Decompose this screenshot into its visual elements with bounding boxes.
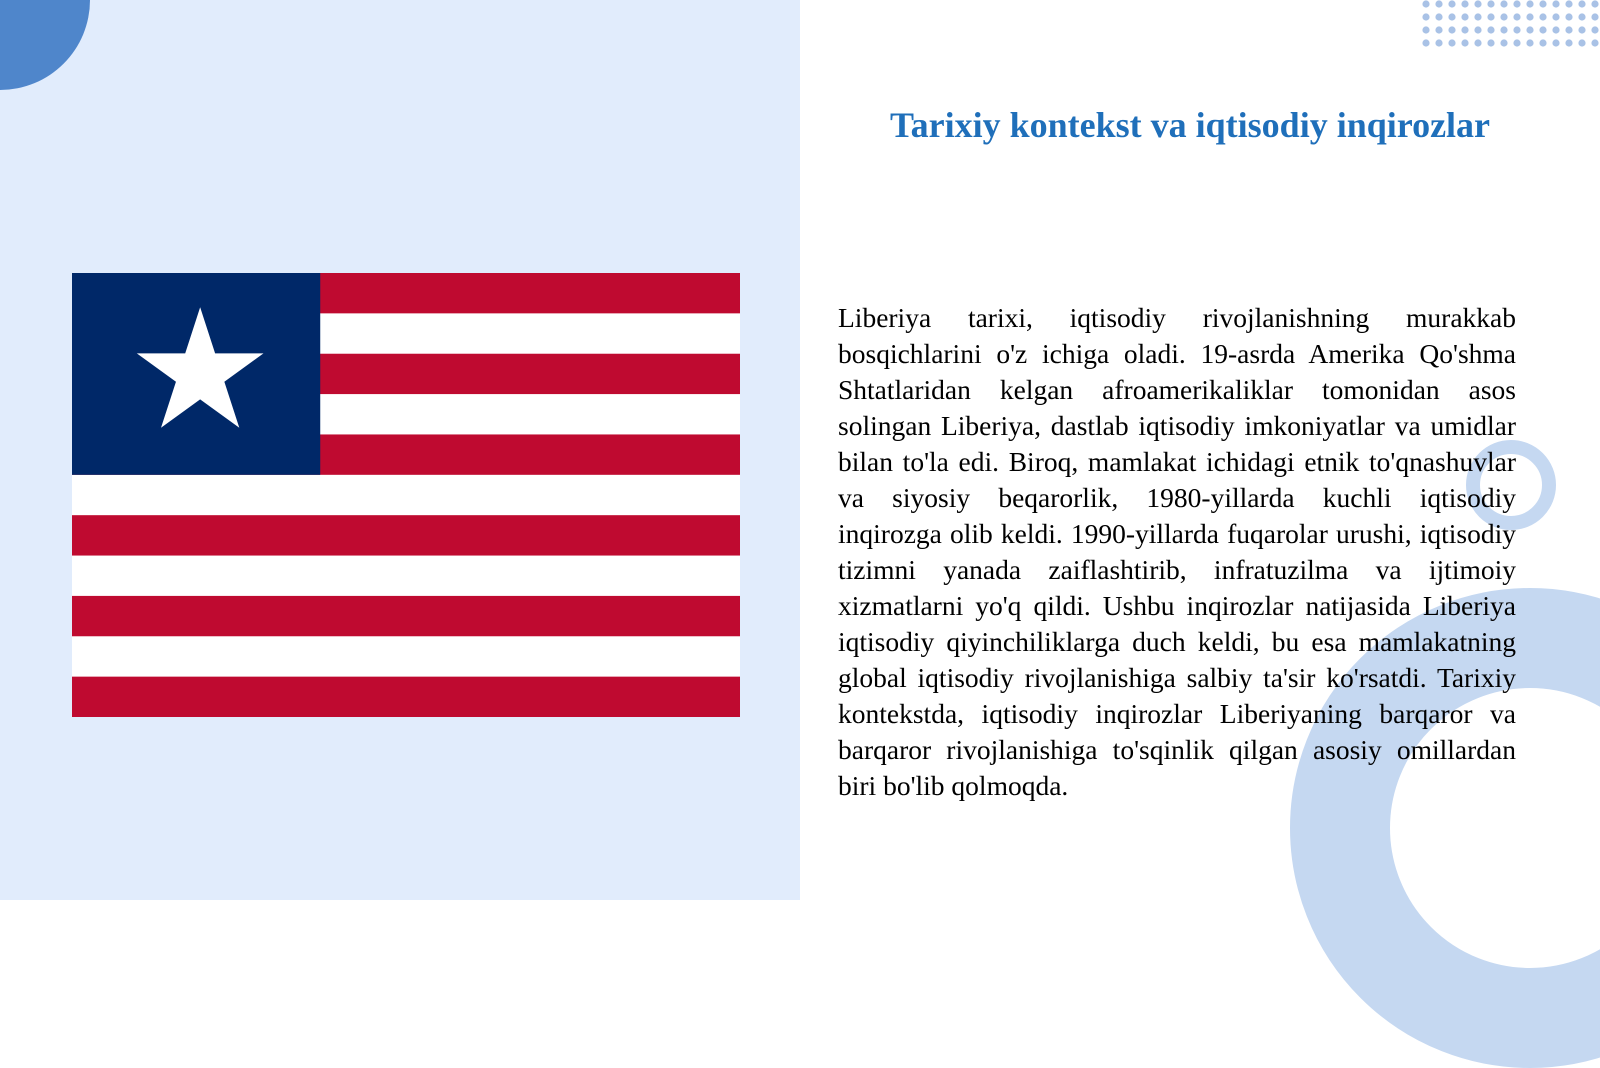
decoration-dot — [1435, 13, 1442, 20]
decoration-dot — [1513, 0, 1520, 7]
decoration-dot — [1422, 26, 1429, 33]
decoration-dot — [1461, 0, 1468, 7]
decoration-dot — [1565, 26, 1572, 33]
decoration-dot — [1474, 13, 1481, 20]
decoration-dot — [1448, 0, 1455, 7]
decoration-dot — [1500, 26, 1507, 33]
decoration-dot — [1500, 39, 1507, 46]
decoration-dot — [1461, 26, 1468, 33]
decoration-dot — [1435, 26, 1442, 33]
decoration-dot — [1435, 39, 1442, 46]
decoration-dot — [1487, 26, 1494, 33]
slide-title: Tarixiy kontekst va iqtisodiy inqirozlar — [889, 105, 1491, 145]
decoration-dot — [1487, 39, 1494, 46]
decoration-dot — [1474, 26, 1481, 33]
decoration-dot — [1513, 13, 1520, 20]
decoration-dot — [1448, 26, 1455, 33]
decoration-dot — [1539, 0, 1546, 7]
decoration-dot — [1500, 13, 1507, 20]
decoration-dot — [1578, 0, 1585, 7]
dot-grid-decoration — [1420, 0, 1600, 50]
decoration-dot — [1539, 13, 1546, 20]
decoration-dot — [1500, 0, 1507, 7]
decoration-dot — [1565, 39, 1572, 46]
decoration-dot — [1422, 39, 1429, 46]
decoration-dot — [1487, 0, 1494, 7]
flag-stripe — [72, 677, 740, 717]
decoration-dot — [1526, 39, 1533, 46]
decoration-dot — [1487, 13, 1494, 20]
decoration-dot — [1461, 13, 1468, 20]
decoration-dot — [1474, 0, 1481, 7]
flag-stripe — [72, 596, 740, 637]
decoration-dot — [1539, 39, 1546, 46]
decoration-dot — [1591, 39, 1598, 46]
flag-stripe — [72, 636, 740, 677]
slide-body-text: Liberiya tarixi, iqtisodiy rivojlanishning murakkab bosqichlarini o'z ichiga oladi. 19-asrda Amerika Qo'shma Shtatlaridan kelgan afroamerikaliklar tomonidan asos solingan Liberiya, dastlab iqtisodiy imkoniyatlar va umidlar bilan to'la edi. Biroq, mamlakat ichidagi etnik to'qnashuvlar va siyosiy beqarorlik, 1980-yillarda kuchli iqtisodiy inqirozga olib keldi. 1990-yillarda fuqarolar urushi, iqtisodiy tizimni yanada zaiflashtirib, infratuzilma va ijtimoiy xizmatlarni yo'q qildi. Ushbu inqirozlar natijasida Liberiya iqtisodiy qiyinchiliklarga duch keldi, bu esa mamlakatning global iqtisodiy rivojlanishiga salbiy ta'sir ko'rsatdi. Tarixiy kontekstda, iqtisodiy inqirozlar Liberiyaning barqaror va barqaror rivojlanishiga to'sqinlik qilgan asosiy omillardan biri bo'lib qolmoqda. — [838, 302, 1516, 801]
decoration-dot — [1578, 26, 1585, 33]
decoration-dot — [1552, 13, 1559, 20]
decoration-dot — [1539, 26, 1546, 33]
decoration-dot — [1552, 39, 1559, 46]
flag-stripe — [72, 515, 740, 556]
decoration-dot — [1578, 39, 1585, 46]
decoration-dot — [1565, 13, 1572, 20]
decoration-dot — [1513, 26, 1520, 33]
decoration-dot — [1448, 39, 1455, 46]
decoration-dot — [1591, 26, 1598, 33]
decoration-dot — [1435, 0, 1442, 7]
decoration-dot — [1448, 13, 1455, 20]
decoration-dot — [1591, 0, 1598, 7]
liberia-flag-icon — [72, 273, 740, 717]
decoration-dot — [1513, 39, 1520, 46]
decoration-dot — [1422, 13, 1429, 20]
decoration-dot — [1474, 39, 1481, 46]
flag-stripe — [72, 475, 740, 516]
decoration-dot — [1565, 0, 1572, 7]
decoration-dot — [1526, 26, 1533, 33]
decoration-dot — [1552, 26, 1559, 33]
decoration-dot — [1422, 0, 1429, 7]
decoration-dot — [1526, 13, 1533, 20]
flag-stripe — [72, 556, 740, 597]
decoration-dot — [1552, 0, 1559, 7]
decoration-dot — [1578, 13, 1585, 20]
decoration-dot — [1461, 39, 1468, 46]
decoration-dot — [1591, 13, 1598, 20]
decoration-dot — [1526, 0, 1533, 7]
